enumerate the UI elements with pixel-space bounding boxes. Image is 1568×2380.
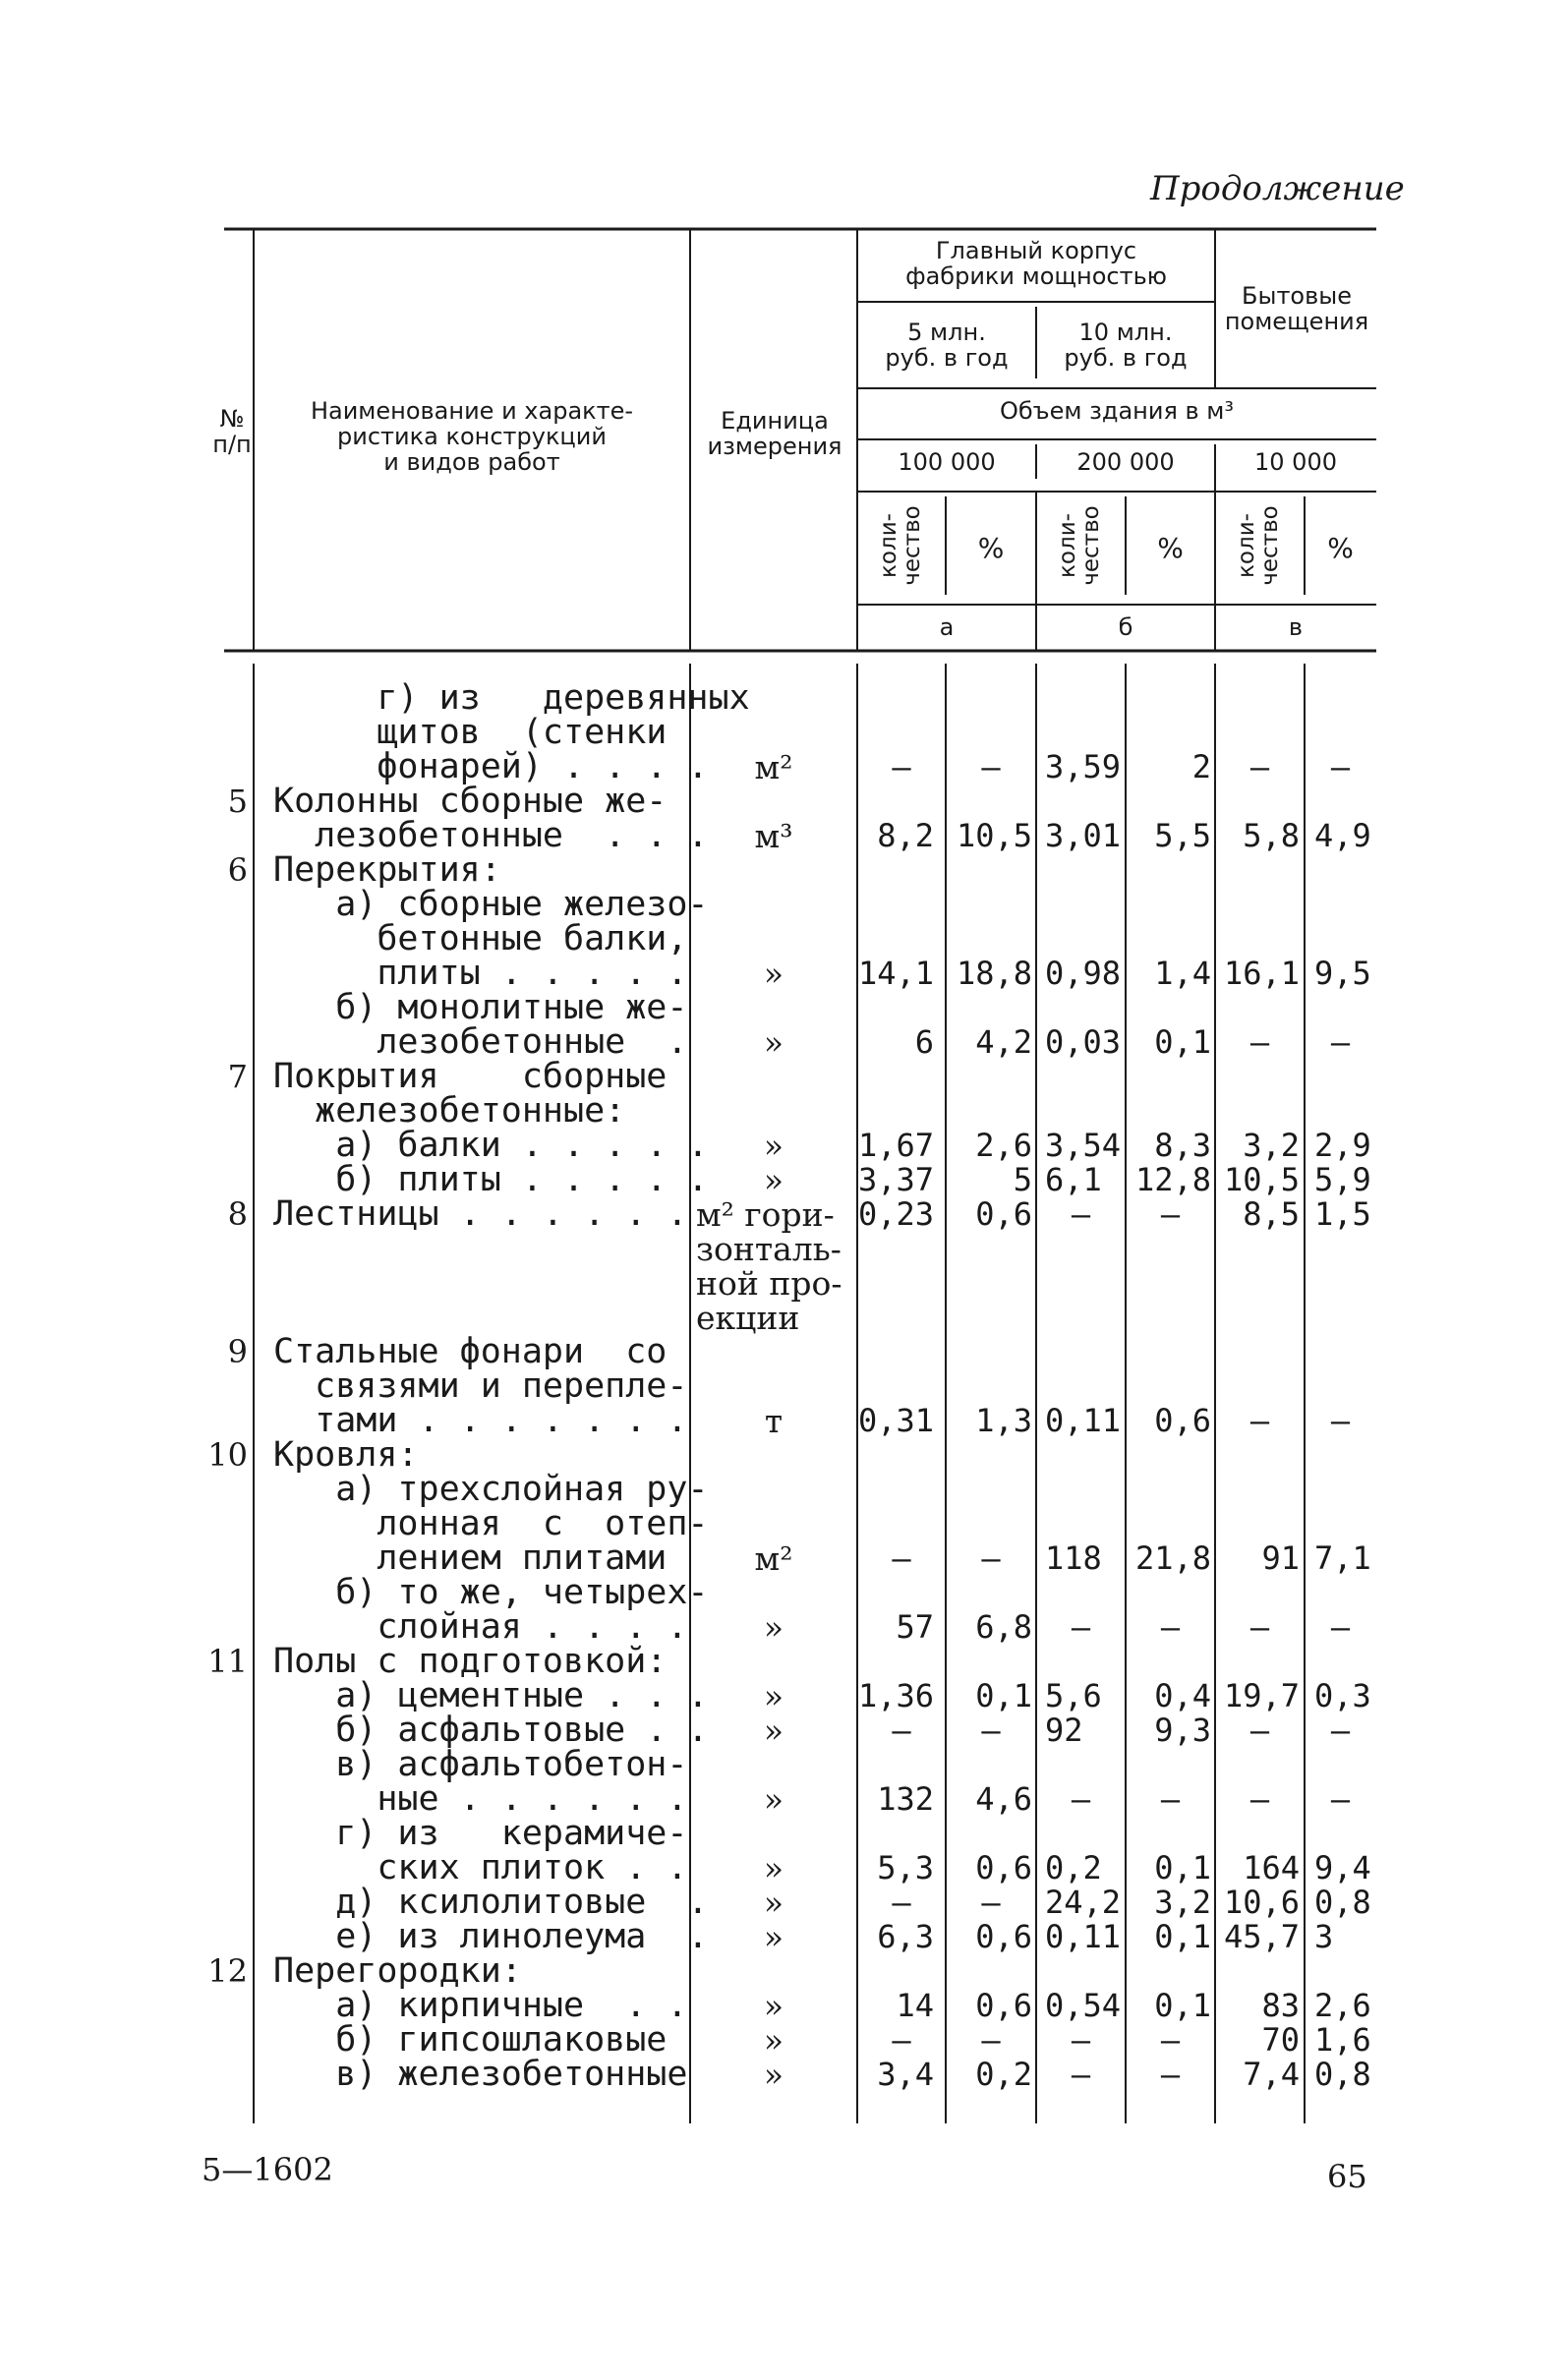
- cell-value: 10,5: [956, 817, 1032, 854]
- row-unit: »: [763, 1987, 784, 2025]
- header-pct-b: %: [1157, 532, 1184, 564]
- cell-value: 132: [877, 1780, 934, 1818]
- row-unit: м³: [754, 817, 793, 855]
- row-name: Перегородки:: [273, 1951, 522, 1991]
- cell-value: —: [1249, 1712, 1270, 1749]
- cell-value: 2: [1191, 748, 1211, 785]
- row-number: 8: [227, 1195, 248, 1233]
- cell-value: 7,4: [1243, 2056, 1300, 2093]
- row-name: Лестницы . . . . . .: [273, 1194, 688, 1234]
- cell-value: 91: [1261, 1539, 1300, 1577]
- cell-value: 0,1: [1154, 1849, 1211, 1887]
- row-number: 7: [227, 1058, 248, 1095]
- cell-value: 3,4: [877, 2056, 934, 2093]
- cell-value: —: [981, 1884, 1001, 1921]
- row-unit: м²: [754, 1539, 793, 1578]
- cell-value: 0,11: [1045, 1402, 1122, 1439]
- cell-value: 0,23: [857, 1195, 934, 1233]
- row-name: б) гипсошлаковые: [273, 2020, 668, 2060]
- header-living: Бытовые помещения: [1224, 282, 1369, 335]
- cell-value: —: [1071, 2056, 1091, 2093]
- cell-value: 1,4: [1154, 955, 1211, 992]
- cell-value: 0,1: [1154, 1918, 1211, 1955]
- cell-value: 0,54: [1045, 1987, 1122, 2024]
- header-num: № п/п: [212, 405, 252, 458]
- cell-value: 2,6: [1314, 1987, 1371, 2024]
- row-unit: т: [764, 1402, 784, 1440]
- cell-value: 0,11: [1045, 1918, 1122, 1955]
- row-unit: »: [763, 2056, 784, 2094]
- header-letter-c: в: [1288, 613, 1304, 641]
- cell-value: 9,4: [1314, 1849, 1371, 1887]
- cell-value: 12,8: [1134, 1161, 1211, 1198]
- cell-value: 92: [1045, 1712, 1083, 1749]
- cell-value: —: [1330, 748, 1351, 785]
- cell-value: 4,6: [975, 1780, 1032, 1818]
- cell-value: 8,2: [877, 817, 934, 854]
- cell-value: —: [981, 748, 1001, 785]
- cell-value: 10,6: [1223, 1884, 1300, 1921]
- cell-value: 0,4: [1154, 1677, 1211, 1714]
- cell-value: 4,9: [1314, 817, 1371, 854]
- header-pct-a: %: [977, 532, 1005, 564]
- cell-value: 6,8: [975, 1608, 1032, 1646]
- cell-value: —: [892, 1712, 911, 1749]
- cell-value: —: [1330, 1608, 1351, 1646]
- cell-value: —: [981, 2021, 1001, 2059]
- row-unit: »: [763, 1884, 784, 1922]
- header-volume: Объем здания в м³: [999, 397, 1235, 425]
- row-unit: »: [763, 1127, 784, 1165]
- cell-value: —: [1071, 1195, 1091, 1233]
- cell-value: 10,5: [1223, 1161, 1300, 1198]
- row-unit: »: [763, 1849, 784, 1887]
- cell-value: —: [1249, 748, 1270, 785]
- cell-value: 14,1: [857, 955, 934, 992]
- row-number: 11: [207, 1643, 248, 1680]
- cell-value: —: [1160, 1608, 1181, 1646]
- cell-value: 57: [896, 1608, 934, 1646]
- header-letter-b: б: [1118, 613, 1133, 641]
- cell-value: 0,8: [1314, 1884, 1371, 1921]
- row-name: в) железобетонные: [273, 2055, 688, 2094]
- cell-value: —: [1249, 1023, 1270, 1061]
- cell-value: 0,2: [975, 2056, 1032, 2093]
- row-unit: м² гори- зонталь- ной про- екции: [696, 1195, 842, 1337]
- row-name: д) ксилолитовые .: [273, 1883, 709, 1922]
- cell-value: —: [1160, 1780, 1181, 1818]
- cell-value: 0,1: [1154, 1023, 1211, 1061]
- row-number: 10: [207, 1436, 248, 1474]
- cell-value: 5: [1013, 1161, 1032, 1198]
- cell-value: 1,6: [1314, 2021, 1371, 2059]
- cell-value: 18,8: [956, 955, 1032, 992]
- cell-value: 24,2: [1045, 1884, 1122, 1921]
- row-name: а) цементные . . .: [273, 1676, 709, 1715]
- cell-value: —: [1160, 2056, 1181, 2093]
- row-name: а) балки . . . . .: [273, 1126, 709, 1165]
- row-unit: »: [763, 1712, 784, 1750]
- header-10mln: 10 млн. руб. в год: [1064, 319, 1188, 372]
- header-letter-a: а: [939, 613, 955, 641]
- header-qty-c: коли- чество: [1234, 505, 1283, 586]
- cell-value: 2,6: [975, 1127, 1032, 1164]
- cell-value: —: [1249, 1780, 1270, 1818]
- row-unit: »: [763, 2021, 784, 2060]
- cell-value: 6,3: [877, 1918, 934, 1955]
- header-vol-a: 100 000: [898, 448, 996, 476]
- cell-value: 164: [1243, 1849, 1300, 1887]
- cell-value: 0,6: [975, 1195, 1032, 1233]
- row-name: Колонны сборные же- лезобетонные . . .: [273, 782, 709, 855]
- row-number: 12: [207, 1952, 248, 1990]
- row-unit: »: [763, 1023, 784, 1062]
- cell-value: 83: [1261, 1987, 1300, 2024]
- cell-value: 9,3: [1154, 1712, 1211, 1749]
- row-unit: »: [763, 1918, 784, 1956]
- cell-value: 8,3: [1154, 1127, 1211, 1164]
- cell-value: 0,1: [975, 1677, 1032, 1714]
- cell-value: 6,1: [1045, 1161, 1102, 1198]
- cell-value: 5,9: [1314, 1161, 1371, 1198]
- page-number: 65: [1327, 2158, 1367, 2195]
- cell-value: —: [892, 748, 911, 785]
- cell-value: 3,2: [1154, 1884, 1211, 1921]
- row-unit: »: [763, 955, 784, 993]
- cell-value: —: [1071, 1608, 1091, 1646]
- header-qty-a: коли- чество: [876, 505, 925, 586]
- cell-value: 118: [1045, 1539, 1102, 1577]
- header-main-group: Главный корпус фабрики мощностью: [905, 237, 1167, 290]
- row-name: е) из линолеума .: [273, 1917, 709, 1956]
- cell-value: 0,6: [975, 1849, 1032, 1887]
- row-name: г) из деревянных щитов (стенки фонарей) . . . .: [377, 678, 750, 786]
- cell-value: —: [1330, 1712, 1351, 1749]
- cell-value: —: [892, 2021, 911, 2059]
- cell-value: 0,6: [1154, 1402, 1211, 1439]
- cell-value: 3,54: [1045, 1127, 1122, 1164]
- row-name: в) асфальтобетон- ные . . . . . .: [335, 1745, 688, 1819]
- row-name: Покрытия сборные железобетонные:: [273, 1057, 668, 1131]
- cell-value: —: [1071, 2021, 1091, 2059]
- row-name: б) монолитные же- лезобетонные .: [335, 988, 688, 1062]
- row-name: г) из керамиче- ских плиток . .: [335, 1814, 688, 1887]
- row-unit: »: [763, 1780, 784, 1819]
- cell-value: 0,6: [975, 1987, 1032, 2024]
- cell-value: 0,2: [1045, 1849, 1102, 1887]
- cell-value: —: [1071, 1780, 1091, 1818]
- cell-value: 1,3: [975, 1402, 1032, 1439]
- cell-value: —: [981, 1539, 1001, 1577]
- row-name: Перекрытия:: [273, 850, 501, 890]
- header-vol-b: 200 000: [1076, 448, 1175, 476]
- header-name: Наименование и характе- ристика конструкций и видов работ: [310, 397, 634, 476]
- cell-value: —: [1330, 1780, 1351, 1818]
- row-name: а) сборные железо- бетонные балки, плиты . . . . .: [335, 885, 709, 993]
- cell-value: 3,2: [1243, 1127, 1300, 1164]
- cell-value: 70: [1261, 2021, 1300, 2059]
- cell-value: —: [1160, 2021, 1181, 2059]
- cell-value: 3: [1314, 1918, 1334, 1955]
- cell-value: 0,3: [1314, 1677, 1371, 1714]
- cell-value: 5,5: [1154, 817, 1211, 854]
- row-name: б) плиты . . . . .: [273, 1160, 709, 1199]
- cell-value: 5,8: [1243, 817, 1300, 854]
- cell-value: 1,5: [1314, 1195, 1371, 1233]
- cell-value: 5,3: [877, 1849, 934, 1887]
- cell-value: 1,36: [857, 1677, 934, 1714]
- row-name: б) асфальтовые . .: [273, 1711, 709, 1750]
- cell-value: 3,01: [1045, 817, 1122, 854]
- cell-value: —: [1330, 1402, 1351, 1439]
- cell-value: 9,5: [1314, 955, 1371, 992]
- cell-value: 0,6: [975, 1918, 1032, 1955]
- cell-value: —: [1249, 1402, 1270, 1439]
- cell-value: 0,03: [1045, 1023, 1122, 1061]
- header-qty-b: коли- чество: [1055, 505, 1104, 586]
- header-vol-c: 10 000: [1254, 448, 1337, 476]
- continuation-label: Продолжение: [1150, 169, 1405, 208]
- header-unit: Единица измерения: [707, 407, 842, 460]
- cell-value: 14: [896, 1987, 934, 2024]
- row-unit: »: [763, 1161, 784, 1199]
- cell-value: 3,59: [1045, 748, 1122, 785]
- row-unit: »: [763, 1677, 784, 1715]
- row-number: 5: [227, 783, 248, 820]
- row-name: а) трехслойная ру- лонная с отеп- лением плитами: [335, 1470, 709, 1578]
- header-pct-c: %: [1327, 532, 1354, 564]
- cell-value: 45,7: [1223, 1918, 1300, 1955]
- cell-value: 0,1: [1154, 1987, 1211, 2024]
- header-5mln: 5 млн. руб. в год: [885, 319, 1009, 372]
- cell-value: 4,2: [975, 1023, 1032, 1061]
- row-name: Кровля:: [273, 1435, 419, 1475]
- cell-value: —: [1330, 1023, 1351, 1061]
- cell-value: —: [892, 1539, 911, 1577]
- cell-value: 21,8: [1134, 1539, 1211, 1577]
- footer-code: 5—1602: [202, 2151, 333, 2188]
- cell-value: —: [1160, 1195, 1181, 1233]
- cell-value: 19,7: [1223, 1677, 1300, 1714]
- row-number: 6: [227, 851, 248, 889]
- row-name: Полы с подготовкой:: [273, 1642, 668, 1681]
- cell-value: 16,1: [1223, 955, 1300, 992]
- cell-value: 8,5: [1243, 1195, 1300, 1233]
- cell-value: 3,37: [857, 1161, 934, 1198]
- cell-value: 0,8: [1314, 2056, 1371, 2093]
- row-name: б) то же, четырех- слойная . . . .: [335, 1573, 709, 1647]
- row-unit: м²: [754, 748, 793, 786]
- cell-value: 7,1: [1314, 1539, 1371, 1577]
- cell-value: 0,98: [1045, 955, 1122, 992]
- row-name: Стальные фонари со связями и перепле- тами . . . . . . .: [273, 1332, 688, 1440]
- cell-value: —: [892, 1884, 911, 1921]
- row-number: 9: [227, 1333, 248, 1370]
- cell-value: 0,31: [857, 1402, 934, 1439]
- cell-value: 6: [914, 1023, 934, 1061]
- cell-value: 2,9: [1314, 1127, 1371, 1164]
- cell-value: 1,67: [857, 1127, 934, 1164]
- row-name: а) кирпичные . .: [273, 1986, 688, 2025]
- cell-value: 5,6: [1045, 1677, 1102, 1714]
- cell-value: —: [981, 1712, 1001, 1749]
- cell-value: —: [1249, 1608, 1270, 1646]
- row-unit: »: [763, 1608, 784, 1647]
